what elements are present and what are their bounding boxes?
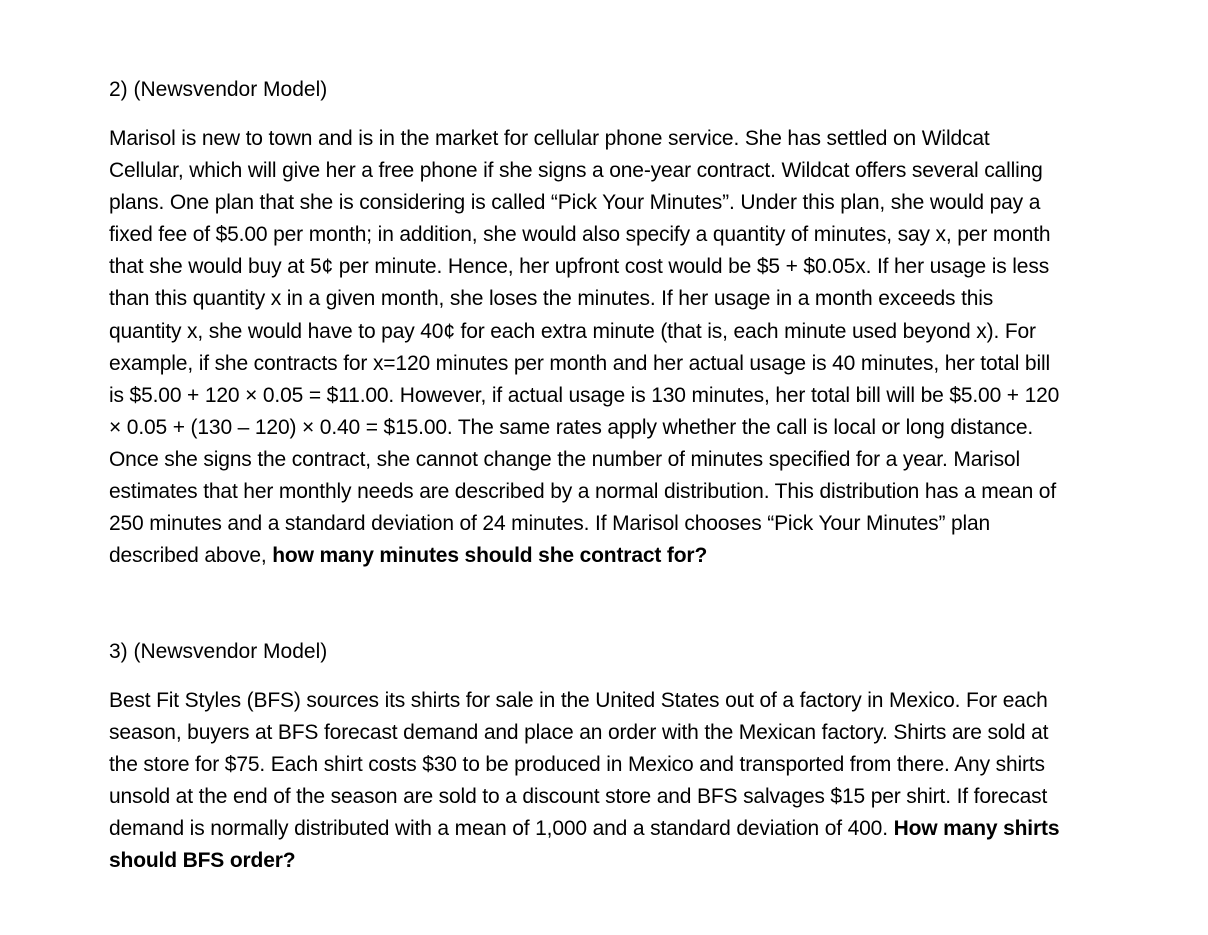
question-3-question: How many shirts — [893, 817, 1060, 841]
question-2-question: how many minutes should she contract for? — [272, 544, 708, 568]
question-2-line: fixed fee of $5.00 per month; in addition, she would also specify a quantity of minutes, say x, per month — [109, 223, 1051, 247]
question-3-line-text: demand is normally distributed with a mean of 1,000 and a standard deviation of 400. — [109, 817, 894, 841]
question-2-line: than this quantity x in a given month, she loses the minutes. If her usage in a month exceeds this — [109, 287, 994, 311]
question-2-line: × 0.05 + (130 – 120) × 0.40 = $15.00. The same rates apply whether the call is local or long distance. — [109, 415, 1034, 439]
question-2-line: 250 minutes and a standard deviation of 24 minutes. If Marisol chooses “Pick Your Minutes” plan — [109, 512, 991, 536]
question-3-question-end: should BFS order? — [109, 849, 296, 873]
question-2-last-line-text: described above, — [109, 544, 273, 568]
question-2-line: is $5.00 + 120 × 0.05 = $11.00. However, if actual usage is 130 minutes, her total bill will be $5.00 + 120 — [109, 383, 1060, 407]
question-3-line: Best Fit Styles (BFS) sources its shirts for sale in the United States out of a factory in Mexico. For each — [109, 689, 1048, 712]
question-2-line: Cellular, which will give her a free phone if she signs a one-year contract. Wildcat offers several calling — [109, 159, 1043, 183]
question-2-line: quantity x, she would have to pay 40¢ for each extra minute (that is, each minute used beyond x). For — [109, 319, 1036, 343]
question-3-line: the store for $75. Each shirt costs $30 to be produced in Mexico and transported from there. Any shirts — [109, 753, 1045, 777]
question-2-line: estimates that her monthly needs are described by a normal distribution. This distribution has a mean of — [109, 480, 1057, 504]
question-2-line: plans. One plan that she is considering is called “Pick Your Minutes”. Under this plan, she would pay a — [109, 191, 1041, 215]
question-3-line: unsold at the end of the season are sold to a discount store and BFS salvages $15 per shirt. If forecast — [109, 785, 1048, 809]
question-3-body — [109, 685, 1149, 878]
question-3-line — [109, 813, 1149, 845]
question-2-line: that she would buy at 5¢ per minute. Hence, her upfront cost would be $5 + $0.05x. If her usage is less — [109, 255, 1050, 279]
question-3-line: season, buyers at BFS forecast demand and place an order with the Mexican factory. Shirts are sold at — [109, 721, 1049, 745]
question-2-body — [109, 123, 1149, 572]
question-2-line: Once she signs the contract, she cannot change the number of minutes specified for a year. Marisol — [109, 447, 1020, 471]
question-2-line: Marisol is new to town and is in the market for cellular phone service. She has settled on Wildcat — [109, 127, 990, 150]
question-2-heading: 2) (Newsvendor Model) — [109, 78, 328, 101]
question-2 — [109, 74, 1149, 572]
document-page — [109, 74, 1149, 873]
question-2-line: example, if she contracts for x=120 minutes per month and her actual usage is 40 minutes, her total bill — [109, 351, 1050, 375]
question-3 — [109, 636, 1149, 878]
question-3-heading: 3) (Newsvendor Model) — [109, 640, 328, 663]
question-2-last-line — [109, 540, 1149, 572]
